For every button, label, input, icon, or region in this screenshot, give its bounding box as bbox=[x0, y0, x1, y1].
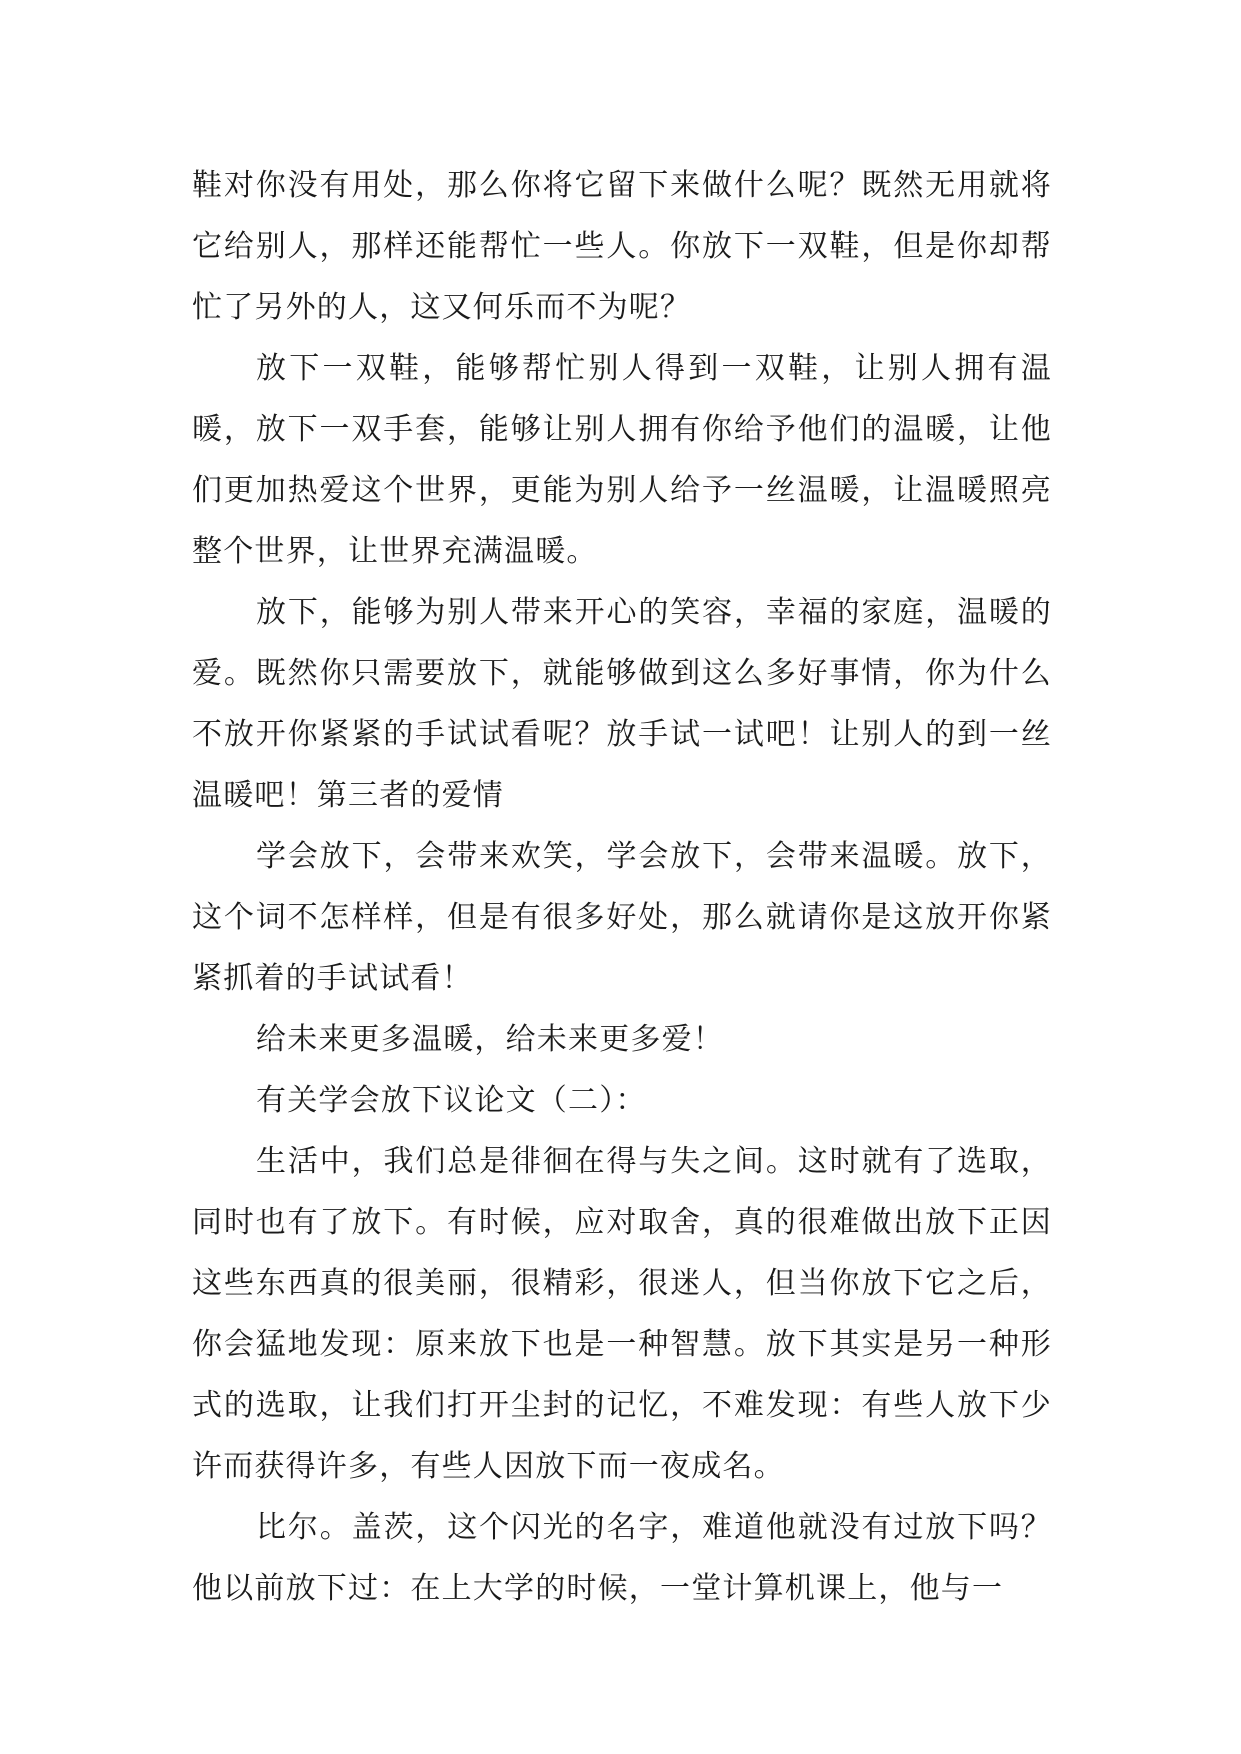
paragraph-4: 学会放下，会带来欢笑，学会放下，会带来温暖。放下，这个词不怎样样，但是有很多好处，那么就请你是这放开你紧紧抓着的手试试看！ bbox=[192, 839, 1052, 996]
section-heading: 有关学会放下议论文（二）： bbox=[256, 1083, 647, 1118]
paragraph-2: 放下一双鞋，能够帮忙别人得到一双鞋，让别人拥有温暖，放下一双手套，能够让别人拥有你给予他们的温暖，让他们更加热爱这个世界，更能为别人给予一丝温暖，让温暖照亮整个世界，让世界充满温暖。 bbox=[192, 351, 1052, 569]
document-body bbox=[192, 155, 1052, 1619]
paragraph-5: 给未来更多温暖，给未来更多爱！ bbox=[256, 1022, 724, 1057]
paragraph-8: 比尔。盖茨，这个闪光的名字，难道他就没有过放下吗？他以前放下过：在上大学的时候，一堂计算机课上，他与一 bbox=[192, 1510, 1052, 1606]
paragraph-1: 鞋对你没有用处，那么你将它留下来做什么呢？既然无用就将它给别人，那样还能帮忙一些人。你放下一双鞋，但是你却帮忙了另外的人，这又何乐而不为呢？ bbox=[192, 168, 1052, 325]
paragraph-3: 放下，能够为别人带来开心的笑容，幸福的家庭，温暖的爱。既然你只需要放下，就能够做到这么多好事情，你为什么不放开你紧紧的手试试看呢？放手试一试吧！让别人的到一丝温暖吧！第三者的爱情 bbox=[192, 595, 1052, 813]
paragraph-7: 生活中，我们总是徘徊在得与失之间。这时就有了选取，同时也有了放下。有时候，应对取舍，真的很难做出放下正因这些东西真的很美丽，很精彩，很迷人，但当你放下它之后，你会猛地发现：原来放下也是一种智慧。放下其实是另一种形式的选取，让我们打开尘封的记忆，不难发现：有些人放下少许而获得许多，有些人因放下而一夜成名。 bbox=[192, 1144, 1052, 1484]
